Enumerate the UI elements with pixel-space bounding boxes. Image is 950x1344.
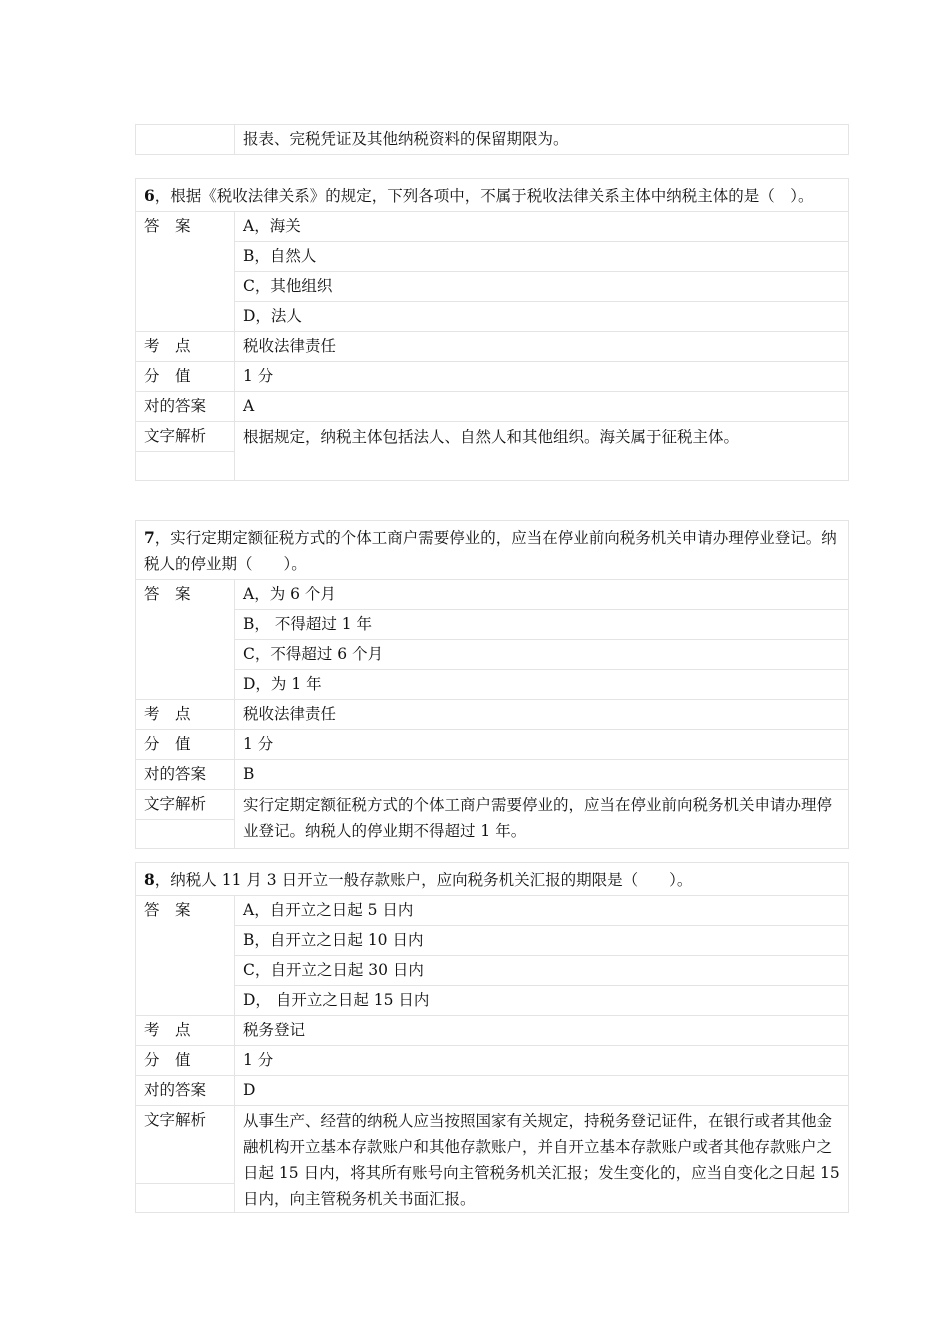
question-7 — [135, 520, 849, 849]
correct-label: 对的答案 — [136, 392, 235, 422]
correct-label: 对的答案 — [136, 1076, 235, 1106]
fragment-label-cell — [136, 125, 235, 155]
blank-cell — [136, 1184, 235, 1213]
question-number: 7 — [144, 528, 155, 547]
question-text — [136, 179, 849, 212]
correct-value: B — [235, 760, 849, 790]
score-label: 分 值 — [136, 1046, 235, 1076]
option-b: B，自开立之日起 10 日内 — [235, 926, 849, 956]
correct-value: A — [235, 392, 849, 422]
question-body: ，根据《税收法律关系》的规定，下列各项中，不属于税收法律关系主体中纳税主体的是（ ）。 — [154, 187, 814, 205]
option-b: B，自然人 — [235, 242, 849, 272]
option-b: B， 不得超过 1 年 — [235, 610, 849, 640]
option-c: C，不得超过 6 个月 — [235, 640, 849, 670]
analysis-label: 文字解析 — [136, 422, 235, 452]
score-label: 分 值 — [136, 362, 235, 392]
question-body: ，纳税人 11 月 3 日开立一般存款账户，应向税务机关汇报的期限是（ ）。 — [154, 871, 693, 889]
option-a: A，海关 — [235, 212, 849, 242]
option-c: C，自开立之日起 30 日内 — [235, 956, 849, 986]
point-label: 考 点 — [136, 332, 235, 362]
score-label: 分 值 — [136, 730, 235, 760]
question-6 — [135, 178, 849, 481]
correct-value: D — [235, 1076, 849, 1106]
option-a: A，为 6 个月 — [235, 580, 849, 610]
correct-label: 对的答案 — [136, 760, 235, 790]
point-value: 税收法律责任 — [235, 332, 849, 362]
point-label: 考 点 — [136, 1016, 235, 1046]
question-number: 6 — [144, 186, 155, 205]
score-value: 1 分 — [235, 1046, 849, 1076]
analysis-text: 从事生产、经营的纳税人应当按照国家有关规定，持税务登记证件，在银行或者其他金融机构开立基本存款账户和其他存款账户，并自开立基本存款账户或者其他存款账户之日起 15 日内，将其所有账号向主管税务机关汇报；发生变化的，应当自变化之日起 15 日内，向主管税务机关书面汇报。 — [235, 1106, 849, 1213]
question-number: 8 — [144, 870, 155, 889]
fragment-table — [135, 124, 849, 155]
question-text — [136, 863, 849, 896]
point-value: 税收法律责任 — [235, 700, 849, 730]
option-c: C，其他组织 — [235, 272, 849, 302]
analysis-text: 实行定期定额征税方式的个体工商户需要停业的，应当在停业前向税务机关申请办理停业登记。纳税人的停业期不得超过 1 年。 — [235, 790, 849, 849]
answer-label: 答 案 — [136, 896, 235, 1016]
answer-label: 答 案 — [136, 212, 235, 332]
blank-cell — [136, 820, 235, 849]
question-8 — [135, 862, 849, 1213]
analysis-text: 根据规定，纳税主体包括法人、自然人和其他组织。海关属于征税主体。 — [235, 422, 849, 481]
question-body: ，实行定期定额征税方式的个体工商户需要停业的，应当在停业前向税务机关申请办理停业登记。纳税人的停业期（ ）。 — [144, 529, 837, 573]
option-d: D， 自开立之日起 15 日内 — [235, 986, 849, 1016]
option-a: A，自开立之日起 5 日内 — [235, 896, 849, 926]
score-value: 1 分 — [235, 730, 849, 760]
analysis-label: 文字解析 — [136, 1106, 235, 1184]
question-text — [136, 521, 849, 580]
option-d: D，为 1 年 — [235, 670, 849, 700]
point-value: 税务登记 — [235, 1016, 849, 1046]
score-value: 1 分 — [235, 362, 849, 392]
answer-label: 答 案 — [136, 580, 235, 700]
point-label: 考 点 — [136, 700, 235, 730]
blank-cell — [136, 452, 235, 481]
analysis-label: 文字解析 — [136, 790, 235, 820]
option-d: D，法人 — [235, 302, 849, 332]
fragment-text: 报表、完税凭证及其他纳税资料的保留期限为。 — [235, 125, 849, 155]
